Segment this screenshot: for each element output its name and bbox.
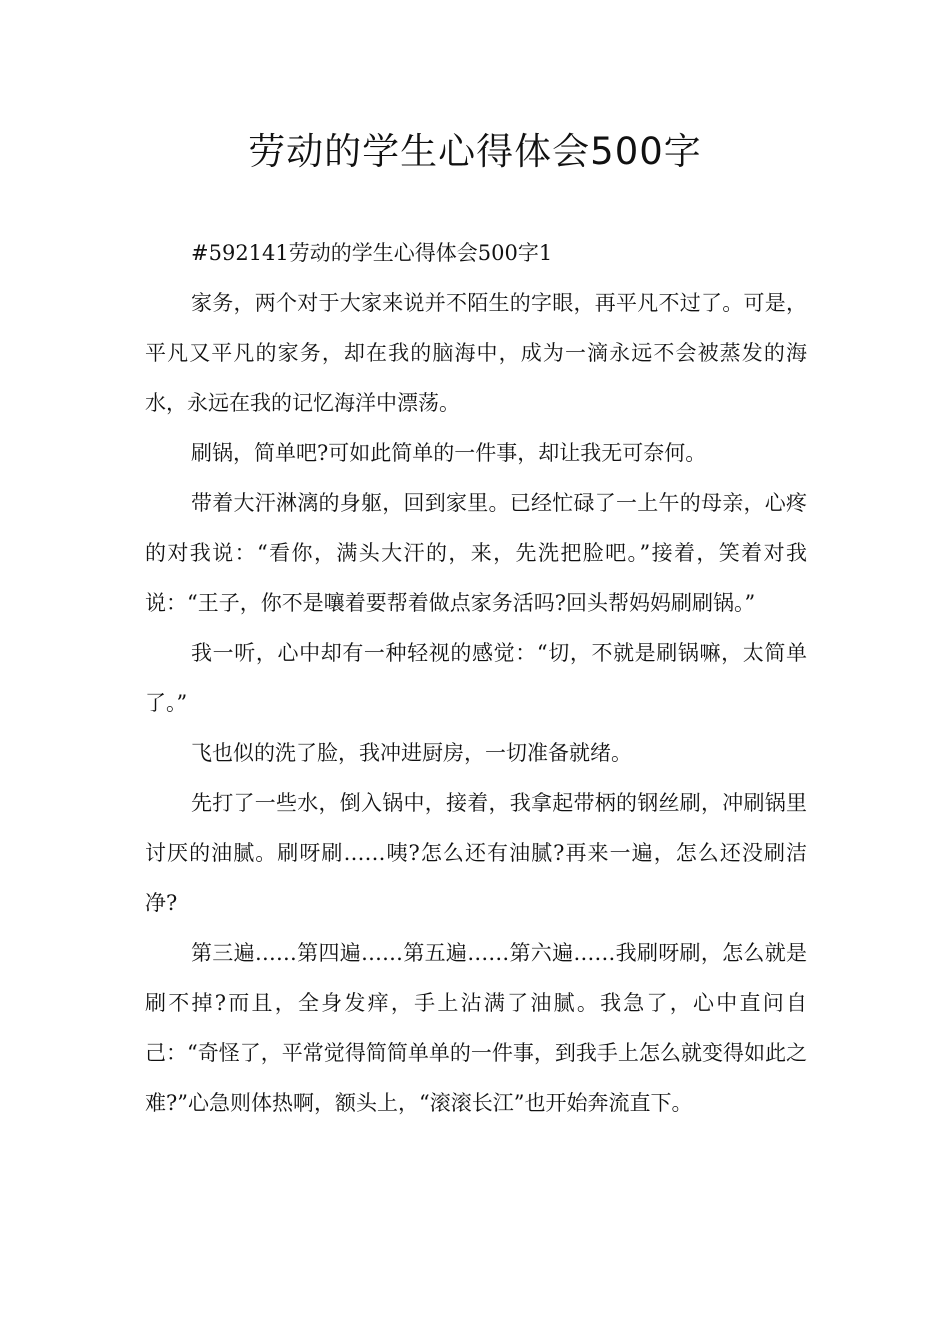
document-title: 劳动的学生心得体会500字 [248, 130, 702, 173]
paragraph: 家务，两个对于大家来说并不陌生的字眼，再平凡不过了。可是，平凡又平凡的家务，却在我的脑海中，成为一滴永远不会被蒸发的海水，永远在我的记忆海洋中漂荡。 [145, 291, 807, 415]
paragraph: 先打了一些水，倒入锅中，接着，我拿起带柄的钢丝刷，冲刷锅里讨厌的油腻。刷呀刷……咦?怎么还有油腻?再来一遍，怎么还没刷洁净? [145, 791, 807, 915]
document-body [145, 228, 807, 1128]
paragraph: 我一听，心中却有一种轻视的感觉：“切，不就是刷锅嘛，太简单了。” [145, 641, 807, 715]
paragraph: 带着大汗淋漓的身躯，回到家里。已经忙碌了一上午的母亲，心疼的对我说：“看你，满头大汗的，来，先洗把脸吧。”接着，笑着对我说：“王子，你不是嚷着要帮着做点家务活吗?回头帮妈妈刷刷锅。” [145, 491, 807, 615]
paragraph-heading: #592141劳动的学生心得体会500字1 [191, 241, 553, 265]
paragraph: 刷锅，简单吧?可如此简单的一件事，却让我无可奈何。 [191, 441, 707, 465]
paragraph: 第三遍……第四遍……第五遍……第六遍……我刷呀刷，怎么就是刷不掉?而且，全身发痒，手上沾满了油腻。我急了，心中直问自己：“奇怪了，平常觉得简简单单的一件事，到我手上怎么就变得如此之难?”心急则体热啊，额头上，“滚滚长江”也开始奔流直下。 [145, 941, 807, 1115]
paragraph: 飞也似的洗了脸，我冲进厨房，一切准备就绪。 [191, 741, 632, 765]
